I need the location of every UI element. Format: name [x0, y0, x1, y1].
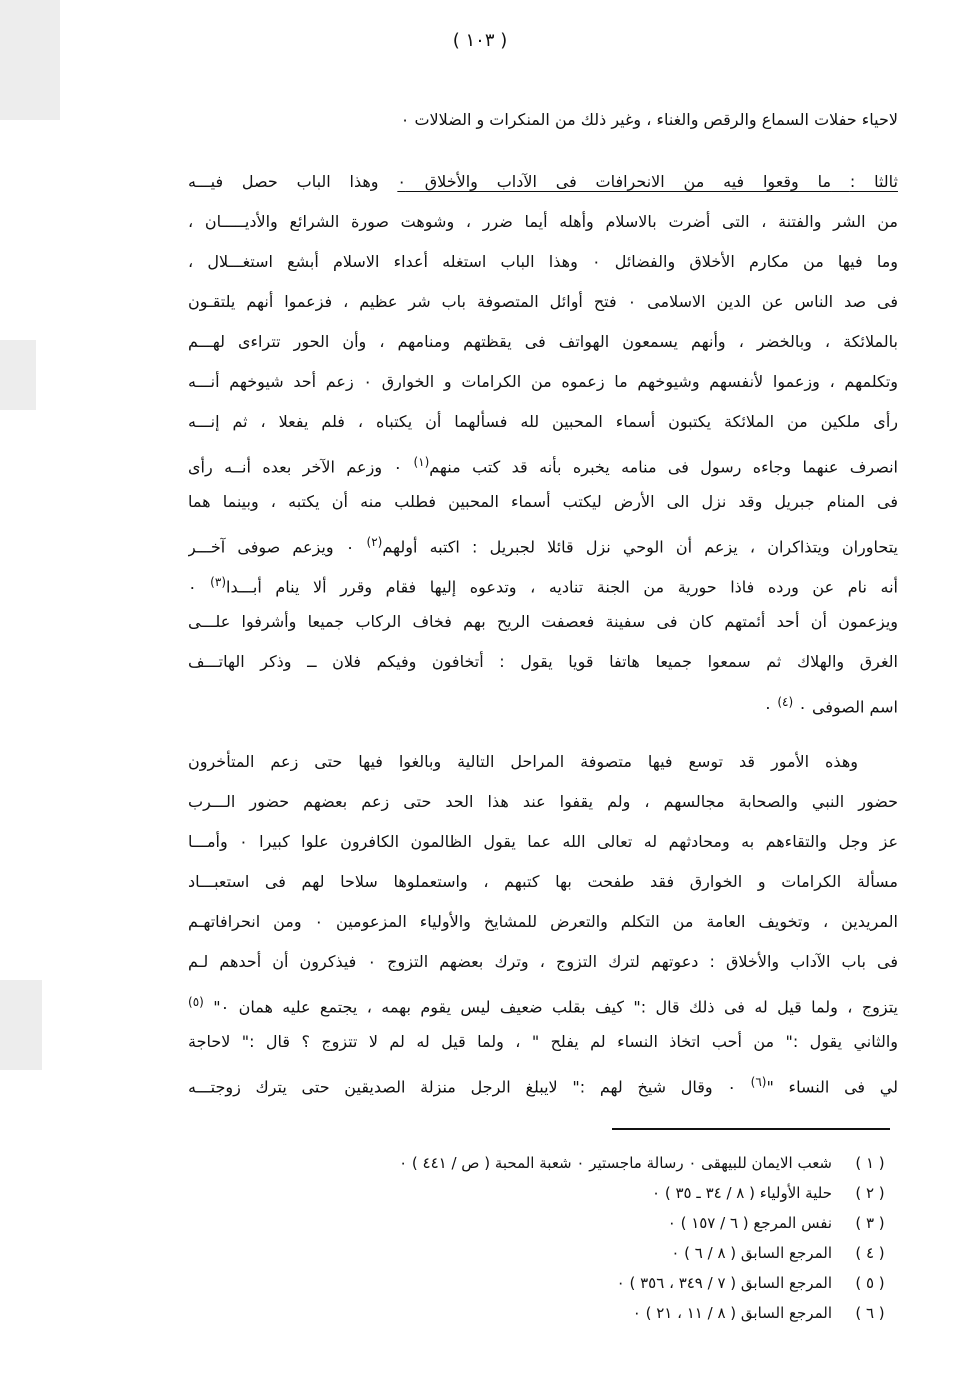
section-three-line-3: وما فيها من مكارم الأخلاق والفضائل ٠ وهذا الباب استغله أعداء الاسلام أبشع استغـــلال ، — [188, 252, 898, 271]
scan-noise — [0, 980, 42, 1070]
section-three-line-2: من الشر والفتنة ، التى أضرت بالاسلام وأهله أيما ضرر ، وشوهت صورة الشرائع والأديـــــان ، — [188, 212, 898, 231]
section-four-line-1: وهذه الأمور قد توسع فيها متصوفة المراحل التالية وبالغوا فيها حتى زعم المتأخرون — [188, 752, 858, 771]
section-three-line-14 — [188, 682, 898, 722]
footnote-number: ( ٣ ) — [855, 1214, 885, 1232]
line-8-rest: ٠ وزعم الآخر بعده أنــه رأى — [188, 457, 403, 477]
footnote-1 — [270, 1148, 890, 1178]
section-four-line-7 — [188, 982, 898, 1022]
line-10-text: يتحاوران ويتذاكران ، يزعم أن الوحي نزل قائلا لجبريل : اكتبه أولهم — [382, 537, 898, 557]
section-three-line-11 — [188, 562, 898, 602]
section-three-paragraph — [188, 162, 898, 722]
footnote-text: حلية الأولياء ( ٨ / ٣٤ ـ ٣٥ ) ٠ — [652, 1184, 832, 1202]
footnote-text: نفس المرجع ( ٦ / ١٥٧ ) ٠ — [667, 1214, 832, 1232]
section-three-line-9: فى المنام جبريل وقد نزل الى الأرض ليكتب أسماء المحبين فطلب منه أن يكتبه ، وبينما هما — [188, 492, 898, 511]
footnote-ref-6[interactable]: (٦) — [750, 1075, 767, 1089]
section-four-line-3: عز وجل والتقاءهم به ومحادثهم له تعالى الله عما يقول الظالمون الكافرون علوا كبيرا ٠ وأمـــا — [188, 832, 898, 851]
scan-noise — [0, 340, 36, 410]
section-three-lead: ثالثا : — [849, 172, 898, 191]
section-three-line-5: بالملائكة ، وبالخضر ، وأنهم يسمعون الهواتف فى يقظتهم ومنامهم ، وأن الحور تتراءى لهـــم — [188, 332, 898, 351]
section-four-line-5: المريدين ، وتخويف العامة من التكلم والتعرض للمشايخ والأولياء المزعومين ٠ ومن انحرافاتهـم — [188, 912, 898, 931]
section-four-line-4: مسألة الكرامات و الخوارق فقد طفحت بها كتبهم ، واستعملوها سلاحا لهم فى استعبـــاد — [188, 872, 898, 891]
section-four-paragraph — [188, 742, 898, 1102]
footnote-number: ( ١ ) — [855, 1154, 885, 1172]
footnote-2 — [270, 1178, 890, 1208]
footnote-ref-4[interactable]: (٤) — [777, 695, 794, 709]
footnote-5 — [270, 1268, 890, 1298]
footnote-ref-3[interactable]: (٣) — [210, 575, 226, 589]
footnote-ref-1[interactable]: (١) — [413, 455, 430, 469]
section-three-line-10 — [188, 522, 898, 562]
line-9-rest: ٠ وقال شيخ لهم :" لايبلغ الرجل منزلة الصديقين حتى يترك زوجتـــه — [188, 1077, 736, 1097]
section-four-line-8: والثاني يقول :" من أحب اتخاذ النساء لم يفلح " ، ولما قيل له لم لا تتزوج ؟ قال :" لاحاجة — [188, 1032, 898, 1051]
footnote-number: ( ٤ ) — [855, 1244, 885, 1262]
line-14-rest: ٠ — [763, 697, 773, 717]
footnote-number: ( ٦ ) — [855, 1304, 885, 1322]
footnote-3 — [270, 1208, 890, 1238]
section-three-line-8 — [188, 442, 898, 482]
intro-line: لاحياء حفلات السماع والرقص والغناء ، وغير ذلك من المنكرات و الضلالات ٠ — [400, 110, 898, 129]
footnote-number: ( ٥ ) — [855, 1274, 885, 1292]
footnote-ref-5[interactable]: (٥) — [188, 995, 204, 1009]
line-7-text: يتزوج ، ولما قيل له فى ذلك قال :" كيف بقلب ضعيف ليس يقوم بهمه ، يجتمع عليه همان ٠" — [213, 997, 898, 1017]
section-three-line-7: رأى ملكين من الملائكة يكتبون أسماء المحبين لله فسألهما أن يكتباه ، فلم يفعلا ، ثم إنـــه — [188, 412, 898, 431]
footnote-ref-2[interactable]: (٢) — [366, 535, 383, 549]
page-number: ( ١٠٣ ) — [452, 30, 508, 51]
footnote-text: المرجع السابق ( ٨ / ١١ ، ٢١ ) ٠ — [632, 1304, 832, 1322]
footnote-number: ( ٢ ) — [855, 1184, 885, 1202]
line-11-rest: ٠ — [188, 577, 197, 597]
section-four-line-9 — [188, 1062, 898, 1102]
line-8-text: انصرف عنهما وجاءه رسول فى منامه يخبره بأنه قد كتب منهم — [429, 457, 898, 477]
section-three-line-1 — [188, 162, 898, 202]
section-three-line-1-rest: وهذا الباب حصل فيـــه — [188, 172, 379, 191]
intro-paragraph — [188, 100, 898, 140]
section-three-line-4: فى صد الناس عن الدين الاسلامى ٠ فتح أوائل المتصوفة باب شر عظيم ، فزعموا أنهم يلتقـون — [188, 292, 898, 311]
line-9-text: لي فى النساء " — [766, 1077, 898, 1097]
footnote-text: المرجع السابق ( ٧ / ٣٤٩ ، ٣٥٦ ) ٠ — [616, 1274, 832, 1292]
footnote-4 — [270, 1238, 890, 1268]
footnotes — [270, 1148, 890, 1328]
section-four-line-6: فى باب الآداب والأخلاق : دعوتهم لترك التزوج ، وترك بعضهم التزوج ٠ فيذكرون أن أحدهم لـم — [188, 952, 898, 971]
footnote-text: المرجع السابق ( ٨ / ٦ ) ٠ — [671, 1244, 832, 1262]
section-four-line-2: حضور النبي والصحابة مجالسهم ، ولم يقفوا عند هذا الحد حتى زعم بعضهم حضور الـــرب — [188, 792, 898, 811]
line-14-text: اسم الصوفى ٠ — [798, 697, 898, 717]
section-three-heading — [397, 172, 898, 191]
scan-noise — [0, 0, 60, 120]
section-three-line-6: وتكلمهم ، وزعموا لأنفسهم وشيوخهم ما زعموه من الكرامات و الخوارق ٠ زعم أحد شيوخهم أنـــه — [188, 372, 898, 391]
line-11-text: أنه نام عن ورده فاذا حورية من الجنة تناديه ، وتدعوه إليها فقام وقرر ألا ينام أبـــدا — [226, 577, 898, 597]
line-10-rest: ٠ ويزعم صوفى آخـــر — [188, 537, 355, 557]
footnote-6 — [270, 1298, 890, 1328]
footnote-divider — [612, 1128, 890, 1130]
section-three-title: ما وقعوا فيه من الانحرافات فى الآداب والأخلاق ٠ — [397, 172, 832, 191]
section-three-line-12: ويزعمون أن أحد أئمتهم كان فى سفينة فعصفت الريح بهم فخاف الركاب جميعا وأشرفوا علـــى — [188, 612, 898, 631]
footnote-text: شعب الايمان للبيهقى ٠ رسالة ماجستير ٠ شعبة المحبة ( ص / ٤٤١ ) ٠ — [399, 1154, 832, 1172]
section-three-line-13: الغرق والهلاك ثم سمعوا جميعا هاتفا قويا يقول : أتخافون وفيكم فلان ــ وذكر الهاتـــف — [188, 652, 898, 671]
